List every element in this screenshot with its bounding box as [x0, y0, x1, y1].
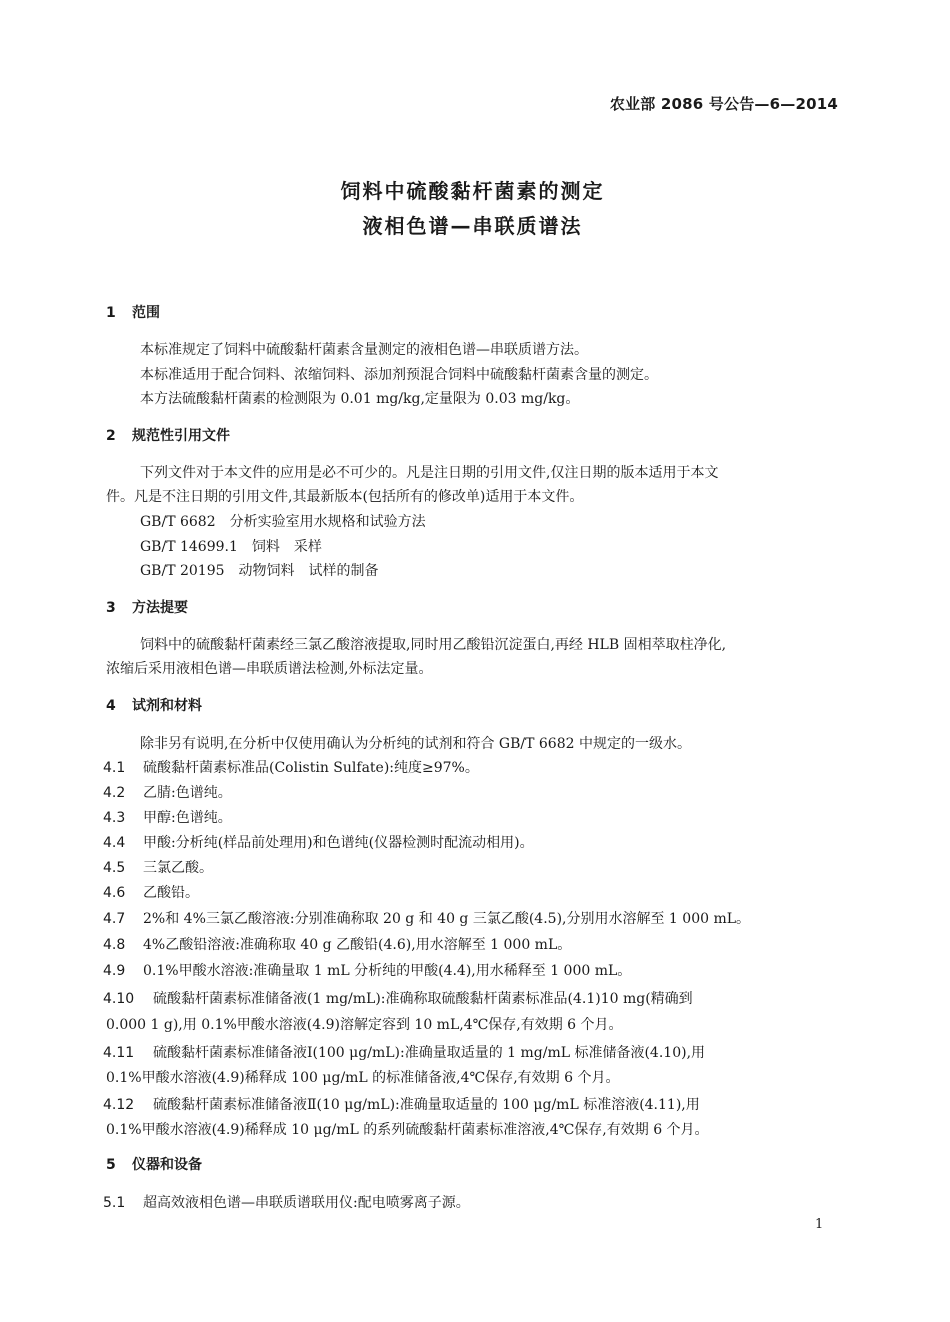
section-4-heading — [106, 695, 202, 715]
paragraph: 件。凡是不注日期的引用文件,其最新版本(包括所有的修改单)适用于本文件。 — [106, 489, 584, 505]
paragraph: 本标准适用于配合饲料、浓缩饲料、添加剂预混合饲料中硫酸黏杆菌素含量的测定。 — [140, 367, 658, 383]
paragraph: 本方法硫酸黏杆菌素的检测限为 0.01 mg/kg,定量限为 0.03 mg/kg。 — [140, 391, 580, 407]
standard-code: 农业部 2086 号公告—6—2014 — [609, 95, 838, 113]
list-item — [103, 988, 693, 1008]
item-text: 0.1%甲酸水溶液:准确量取 1 mL 分析纯的甲酸(4.4),用水稀释至 1 000 mL。 — [143, 963, 632, 979]
item-number: 4.3 — [103, 810, 126, 826]
list-item — [103, 1042, 705, 1062]
section-number: 2 — [106, 428, 116, 444]
item-number: 4.11 — [103, 1045, 135, 1061]
item-text-continued: 0.1%甲酸水溶液(4.9)稀释成 100 μg/mL 的标准储备液,4℃保存,有效期 6 个月。 — [106, 1070, 620, 1086]
document-title-line1: 饲料中硫酸黏杆菌素的测定 — [340, 179, 605, 203]
paragraph: 饲料中的硫酸黏杆菌素经三氯乙酸溶液提取,同时用乙酸铅沉淀蛋白,再经 HLB 固相萃取柱净化, — [140, 637, 727, 653]
list-item — [103, 832, 534, 852]
page-number: 1 — [815, 1217, 824, 1232]
item-text: 乙酸铅。 — [143, 885, 199, 901]
item-text: 乙腈:色谱纯。 — [143, 785, 232, 801]
item-number: 4.10 — [103, 991, 135, 1007]
section-title: 范围 — [132, 305, 160, 321]
list-item — [103, 1094, 700, 1114]
item-text: 超高效液相色谱—串联质谱联用仪:配电喷雾离子源。 — [143, 1195, 470, 1211]
list-item — [103, 882, 199, 902]
section-title: 仪器和设备 — [132, 1157, 202, 1173]
normative-reference: GB/T 14699.1 饲料 采样 — [140, 539, 322, 555]
item-number: 4.1 — [103, 760, 126, 776]
paragraph: 本标准规定了饲料中硫酸黏杆菌素含量测定的液相色谱—串联质谱方法。 — [140, 342, 588, 358]
item-text: 硫酸黏杆菌素标准品(Colistin Sulfate):纯度≥97%。 — [143, 760, 479, 776]
item-number: 4.8 — [103, 937, 126, 953]
item-text: 2%和 4%三氯乙酸溶液:分别准确称取 20 g 和 40 g 三氯乙酸(4.5),分别用水溶解至 1 000 mL。 — [143, 911, 751, 927]
item-text: 4%乙酸铅溶液:准确称取 40 g 乙酸铅(4.6),用水溶解至 1 000 mL。 — [143, 937, 572, 953]
item-text: 甲醇:色谱纯。 — [143, 810, 232, 826]
item-text: 硫酸黏杆菌素标准储备液Ⅱ(10 μg/mL):准确量取适量的 100 μg/mL 标准溶液(4.11),用 — [153, 1097, 700, 1113]
section-number: 4 — [106, 698, 116, 714]
section-title: 方法提要 — [132, 600, 188, 616]
section-5-heading — [106, 1154, 202, 1174]
item-text: 硫酸黏杆菌素标准储备液Ⅰ(100 μg/mL):准确量取适量的 1 mg/mL 标准储备液(4.10),用 — [153, 1045, 706, 1061]
paragraph: 下列文件对于本文件的应用是必不可少的。凡是注日期的引用文件,仅注日期的版本适用于本文 — [140, 465, 719, 481]
item-text: 甲酸:分析纯(样品前处理用)和色谱纯(仪器检测时配流动相用)。 — [143, 835, 534, 851]
list-item — [103, 857, 213, 877]
item-text-continued: 0.1%甲酸水溶液(4.9)稀释成 10 μg/mL 的系列硫酸黏杆菌素标准溶液,4℃保存,有效期 6 个月。 — [106, 1122, 709, 1138]
list-item — [103, 757, 479, 777]
item-number: 4.7 — [103, 911, 126, 927]
list-item — [103, 934, 571, 954]
item-number: 4.9 — [103, 963, 126, 979]
section-3-heading — [106, 597, 188, 617]
list-item — [103, 908, 750, 928]
item-number: 4.12 — [103, 1097, 135, 1113]
section-1-heading — [106, 302, 160, 322]
section-number: 1 — [106, 305, 116, 321]
section-number: 5 — [106, 1157, 116, 1173]
list-item — [103, 807, 232, 827]
document-title-line2: 液相色谱—串联质谱法 — [362, 214, 583, 238]
paragraph: 除非另有说明,在分析中仅使用确认为分析纯的试剂和符合 GB/T 6682 中规定的一级水。 — [140, 736, 691, 752]
item-number: 5.1 — [103, 1195, 126, 1211]
list-item — [103, 782, 232, 802]
section-2-heading — [106, 425, 230, 445]
normative-reference: GB/T 20195 动物饲料 试样的制备 — [140, 563, 379, 579]
item-text: 三氯乙酸。 — [143, 860, 213, 876]
section-title: 试剂和材料 — [132, 698, 202, 714]
list-item — [103, 960, 631, 980]
section-number: 3 — [106, 600, 116, 616]
section-title: 规范性引用文件 — [132, 428, 230, 444]
item-number: 4.5 — [103, 860, 126, 876]
list-item — [103, 1192, 470, 1212]
item-number: 4.6 — [103, 885, 126, 901]
item-number: 4.2 — [103, 785, 126, 801]
normative-reference: GB/T 6682 分析实验室用水规格和试验方法 — [140, 514, 426, 530]
item-text-continued: 0.000 1 g),用 0.1%甲酸水溶液(4.9)溶解定容到 10 mL,4℃保存,有效期 6 个月。 — [106, 1017, 623, 1033]
paragraph: 浓缩后采用液相色谱—串联质谱法检测,外标法定量。 — [106, 661, 433, 677]
item-text: 硫酸黏杆菌素标准储备液(1 mg/mL):准确称取硫酸黏杆菌素标准品(4.1)10 mg(精确到 — [153, 991, 693, 1007]
item-number: 4.4 — [103, 835, 126, 851]
